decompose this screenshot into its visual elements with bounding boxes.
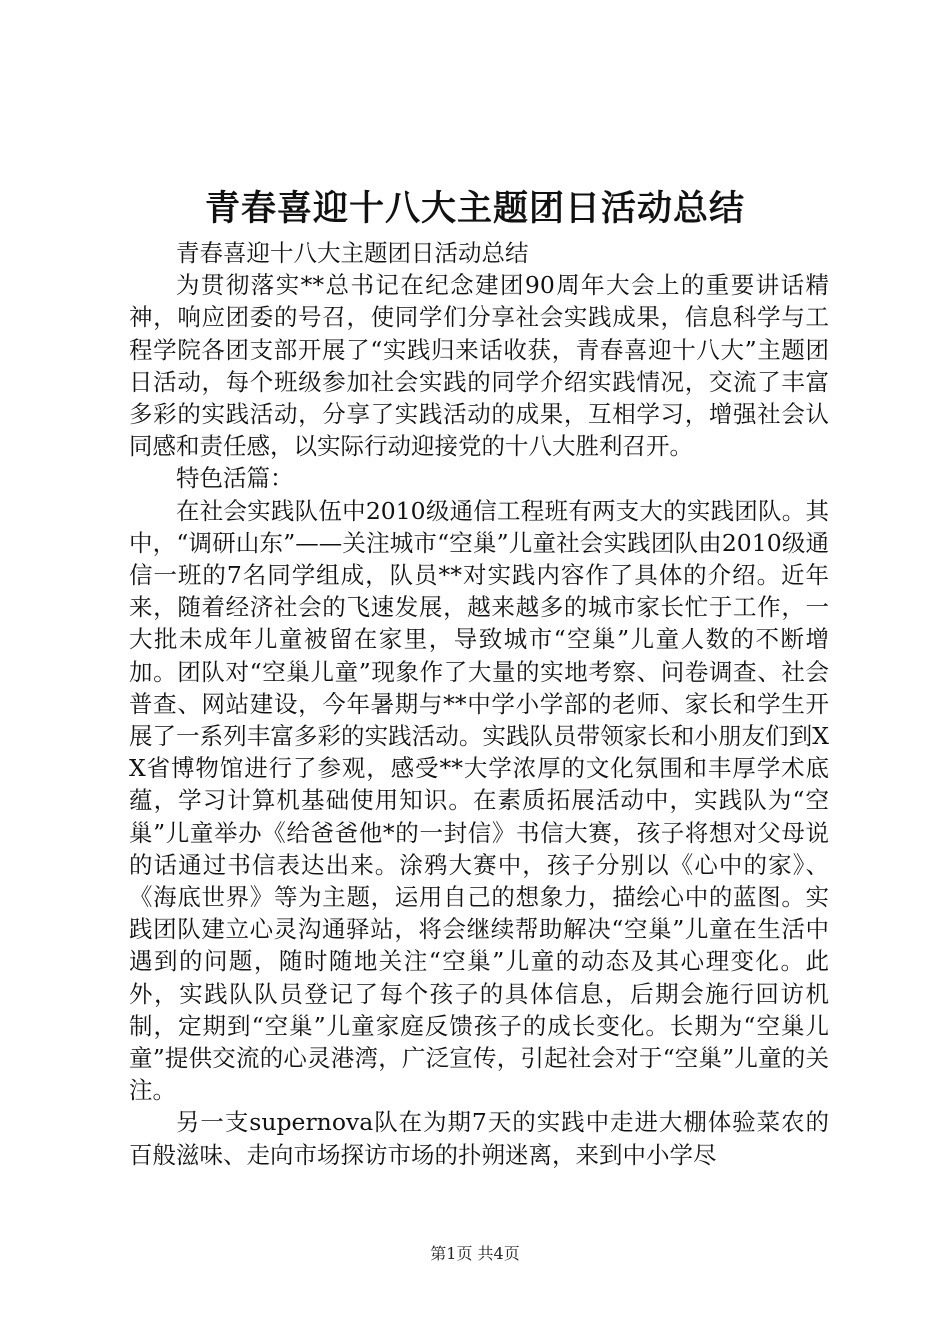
paragraph-subtitle: 青春喜迎十八大主题团日活动总结 [176, 239, 529, 267]
paragraph-team-two: 另一支supernova队在为期7天的实践中走进大棚体验菜农的百般滋味、走向市场探访市场的扑朔迷离，来到中小学尽 [129, 1108, 829, 1169]
paragraph-team-one: 在社会实践队伍中2010级通信工程班有两支大的实践团队。其中，“调研山东”——关注城市“空巢”儿童社会实践团队由2010级通信一班的7名同学组成，队员**对实践内容作了具体的介绍。近年来，随着经济社会的飞速发展，越来越多的城市家长忙于工作，一大批未成年儿童被留在家里，导致城市“空巢”儿童人数的不断增加。团队对“空巢儿童”现象作了大量的实地考察、问卷调查、社会普查、网站建设，今年暑期与**中学小学部的老师、家长和学生开展了一系列丰富多彩的实践活动。实践队员带领家长和小朋友们到XX省博物馆进行了参观，感受**大学浓厚的文化氛围和丰厚学术底蕴，学习计算机基础使用知识。在素质拓展活动中，实践队为“空巢”儿童举办《给爸爸他*的一封信》书信大赛，孩子将想对父母说的话通过书信表达出来。涂鸦大赛中，孩子分别以《心中的家》、《海底世界》等为主题，运用自己的想象力，描绘心中的蓝图。实践团队建立心灵沟通驿站，将会继续帮助解决“空巢”儿童在生活中遇到的问题，随时随地关注“空巢”儿童的动态及其心理变化。此外，实践队队员登记了每个孩子的具体信息，后期会施行回访机制，定期到“空巢”儿童家庭反馈孩子的成长变化。长期为“空巢儿童”提供交流的心灵港湾，广泛宣传，引起社会对于“空巢”儿童的关注。 [129, 496, 829, 1105]
paragraph-intro: 为贯彻落实**总书记在纪念建团90周年大会上的重要讲话精神，响应团委的号召，使同学们分享社会实践成果，信息科学与工程学院各团支部开展了“实践归来话收获，青春喜迎十八大”主题团日活动，每个班级参加社会实践的同学介绍实践情况，交流了丰富多彩的实践活动，分享了实践活动的成果，互相学习，增强社会认同感和责任感，以实际行动迎接党的十八大胜利召开。 [129, 271, 829, 461]
paragraph-section-heading: 特色活篇： [176, 464, 294, 493]
document-body [129, 237, 829, 1171]
page-footer: 第1页 共4页 [430, 1244, 520, 1263]
document-title: 青春喜迎十八大主题团日活动总结 [204, 188, 745, 229]
